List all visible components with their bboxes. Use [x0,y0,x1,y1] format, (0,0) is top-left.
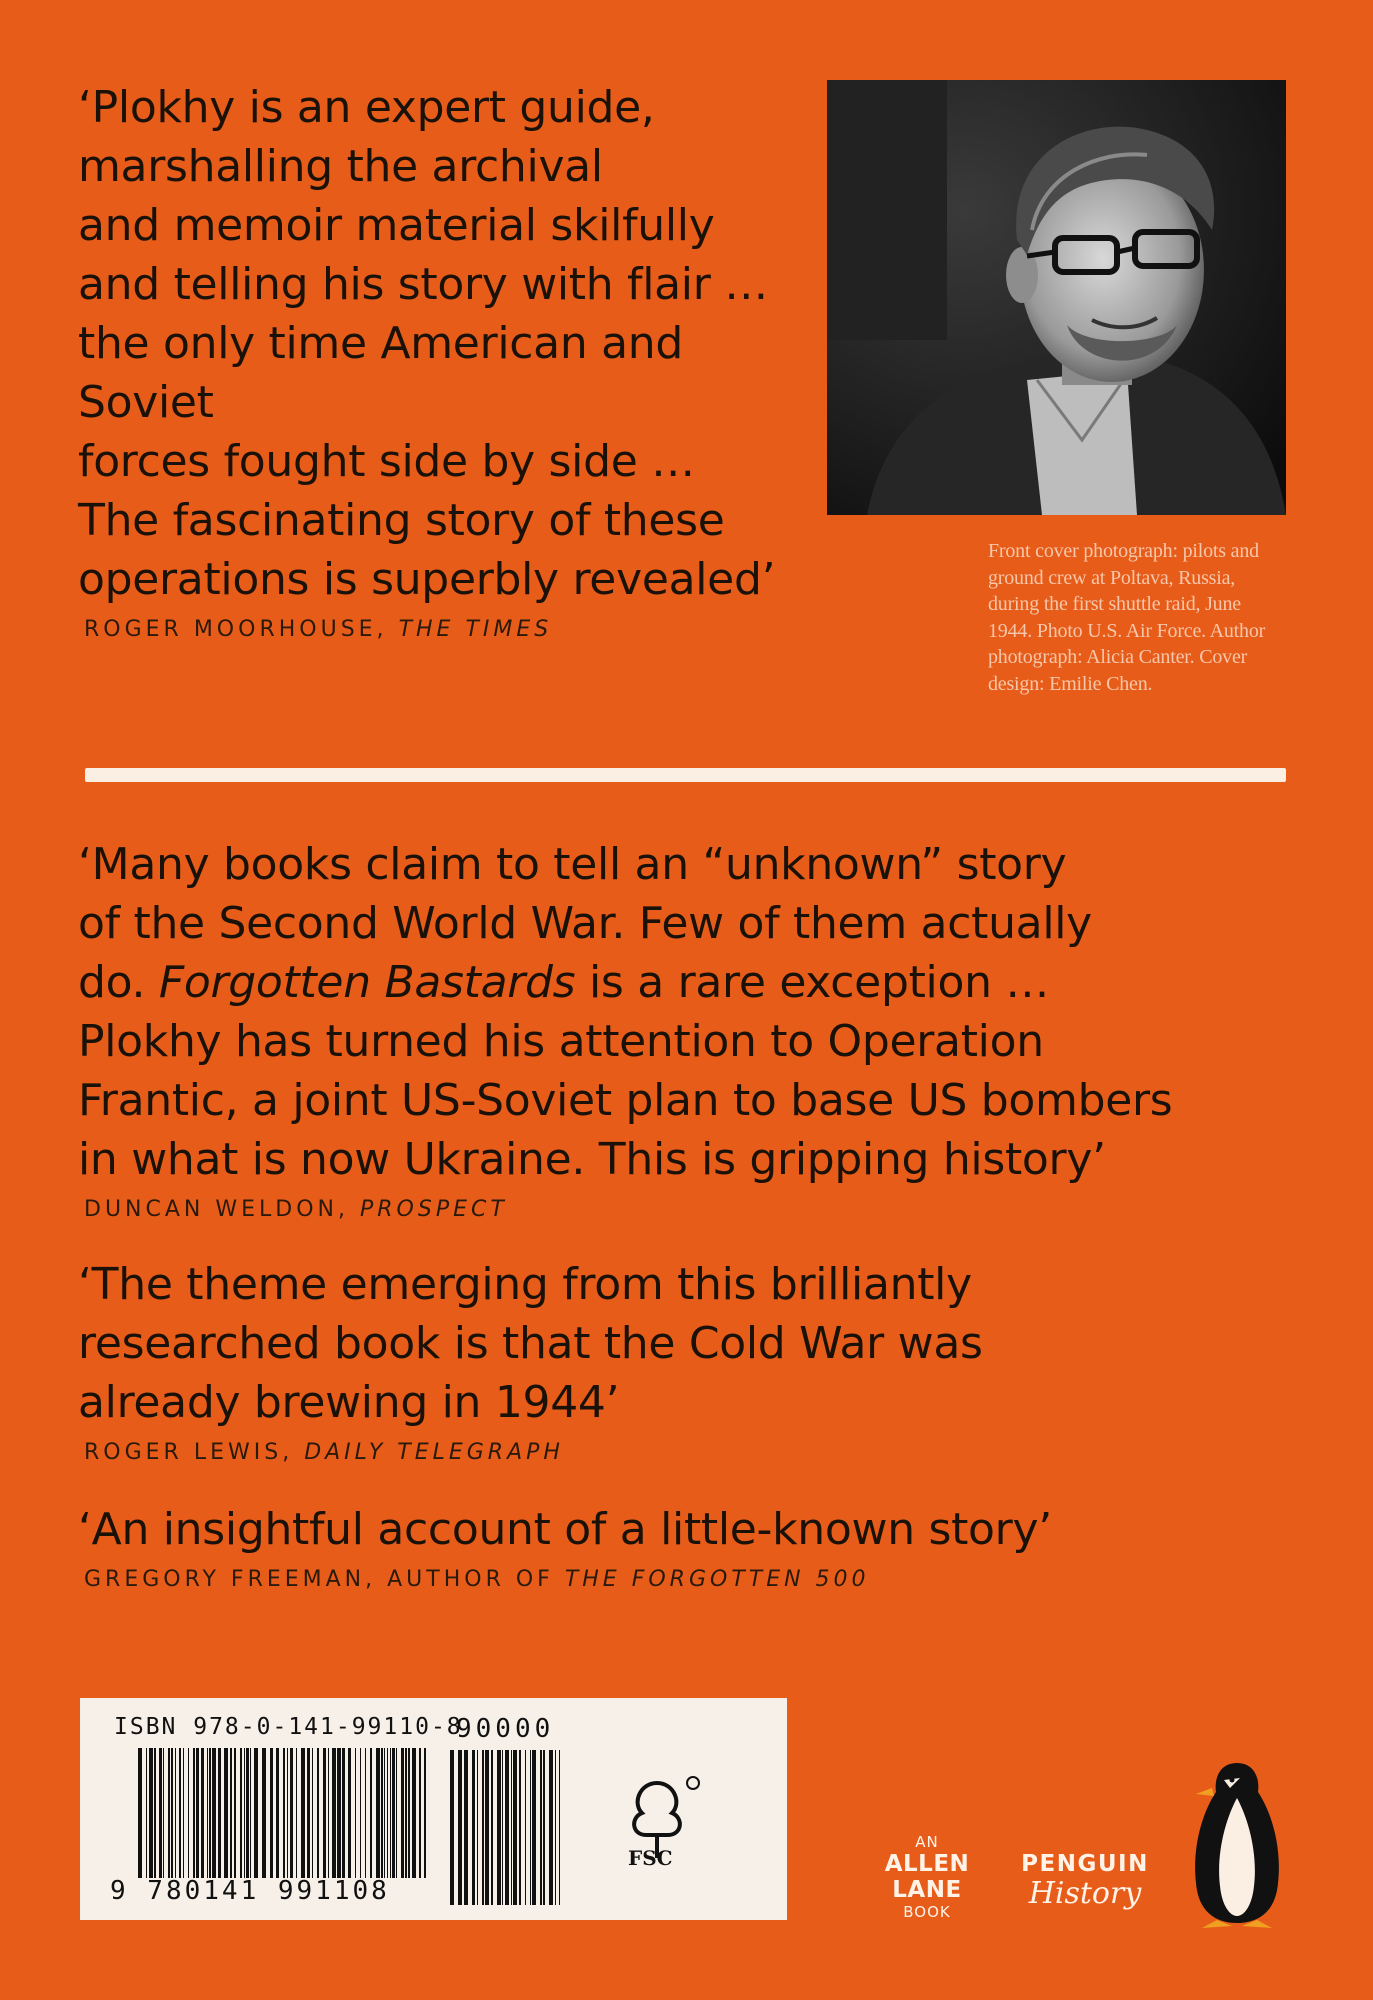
imprint-book: BOOK [903,1903,951,1921]
barcode-bar [549,1750,553,1905]
imprint-lane: LANE [892,1877,962,1903]
quote-1-attribution [78,617,818,642]
barcode-bar [207,1748,208,1878]
quote-3-source: DAILY TELEGRAPH [304,1440,564,1465]
quote-1 [78,78,818,642]
barcode-bar [287,1748,288,1878]
imprint-history: History [1028,1876,1142,1911]
quote-1-text: ‘Plokhy is an expert guide, marshalling the archival and memoir material skilfully and telling his story with flair … the only time American and Soviet forces fought side by side … The fascinating story of these operations is superbly revealed’ [78,82,776,605]
barcode-bars [138,1748,428,1878]
barcode-bar [212,1748,216,1878]
barcode-bar [376,1748,380,1878]
barcode-bar [355,1748,356,1878]
barcode-bar [270,1748,273,1878]
barcode-bar [323,1748,326,1878]
barcode-bar [405,1748,407,1878]
barcode-bar [218,1748,221,1878]
barcode-bar [290,1748,293,1878]
barcode-bar [497,1750,501,1905]
barcode-bar [146,1748,147,1878]
barcode-bar [188,1748,189,1878]
barcode-bar [419,1748,421,1878]
barcode-bar [328,1748,329,1878]
barcode-bar [530,1750,531,1905]
barcode-box [80,1698,787,1920]
barcode-bar [163,1748,164,1878]
barcode-bar [482,1750,484,1905]
barcode-bar [485,1750,489,1905]
fsc-label: FSC [628,1846,673,1870]
barcode-bar [360,1748,361,1878]
barcode-bar [149,1748,153,1878]
quote-4-attribution [78,1567,1278,1592]
quote-2-text-after: is a rare exception … Plokhy has turned his attention to Operation Frantic, a joint US-Soviet plan to base US bombers in what is now Ukraine. This is gripping history’ [78,957,1173,1185]
barcode-bar [511,1750,512,1905]
barcode-bar [240,1748,242,1878]
barcode-bar [175,1748,176,1878]
barcode-bar [458,1750,462,1905]
barcode-bar [348,1748,351,1878]
quote-1-source: THE TIMES [398,617,553,642]
barcode-bar [370,1748,372,1878]
barcode-bar [196,1748,199,1878]
divider [85,768,1286,782]
barcode-bar [408,1748,410,1878]
barcode-bar [312,1748,313,1878]
barcode-bar [525,1750,526,1905]
barcode-addon-bars [450,1750,565,1905]
barcode-bar [337,1748,341,1878]
barcode-bar [472,1750,475,1905]
quote-2-attribution [78,1197,1278,1222]
quote-3 [78,1255,1278,1465]
barcode-bar [168,1748,170,1878]
isbn-label: ISBN 978-0-141-99110-8 [114,1714,463,1740]
barcode-bar [230,1748,232,1878]
barcode-bar [519,1750,521,1905]
quote-2 [78,835,1278,1222]
barcode-bar [296,1748,297,1878]
barcode-bar [555,1750,556,1905]
barcode-bar [234,1748,236,1878]
barcode-bar [450,1750,454,1905]
barcode-bar [332,1748,336,1878]
barcode-bar [224,1748,228,1878]
penguin-logo-icon [1182,1758,1292,1928]
quote-3-author: ROGER LEWIS, [84,1440,294,1465]
quote-2-text [78,835,1278,1189]
barcode-bar [317,1748,319,1878]
barcode-bar [254,1748,258,1878]
barcode-bar [543,1750,545,1905]
barcode-bar [193,1748,195,1878]
barcode-bar [532,1750,536,1905]
barcode-bar [262,1748,266,1878]
quote-1-author: ROGER MOORHOUSE, [84,617,388,642]
barcode-bar [365,1748,366,1878]
barcode-bar [342,1748,345,1878]
barcode-bar [387,1748,388,1878]
quote-2-book-title: Forgotten Bastards [158,957,576,1008]
barcode-bar [301,1748,305,1878]
barcode-bar [477,1750,478,1905]
author-photo [827,80,1286,515]
quote-4-author: GREGORY FREEMAN, AUTHOR OF [84,1567,554,1592]
quote-2-source: PROSPECT [359,1197,508,1222]
barcode-addon-number: 90000 [456,1714,555,1744]
barcode-bar [491,1750,493,1905]
barcode-bar [559,1750,560,1905]
barcode-bar [392,1748,395,1878]
penguin-history-imprint [1010,1851,1160,1911]
quote-4-text: ‘An insightful account of a little-known story’ [78,1504,1052,1555]
quote-3-attribution [78,1440,1278,1465]
barcode-bar [513,1750,517,1905]
quote-2-author: DUNCAN WELDON, [84,1197,349,1222]
barcode-bar [246,1748,249,1878]
barcode-bar [283,1748,285,1878]
barcode-bar [179,1748,181,1878]
imprint-penguin: PENGUIN [1021,1851,1149,1877]
barcode-bar [502,1750,503,1905]
barcode-bar [276,1748,279,1878]
allen-lane-imprint [872,1833,982,1921]
barcode-bar [154,1748,156,1878]
barcode-bar [250,1748,251,1878]
imprint-an: AN [915,1833,939,1851]
quote-2-text-before: ‘Many books claim to tell an “unknown” story of the Second World War. Few of them actually do. [78,839,1092,1008]
barcode-bar [244,1748,245,1878]
barcode-bar [505,1750,509,1905]
barcode-bar [540,1750,542,1905]
barcode-bar [183,1748,184,1878]
barcode-bar [396,1748,397,1878]
barcode-digits: 9 780141 991108 [110,1876,390,1906]
barcode-bar [412,1748,416,1878]
barcode-bar [424,1748,426,1878]
barcode-bar [307,1748,310,1878]
cover-credits: Front cover photograph: pilots and ground crew at Poltava, Russia, during the first shuttle raid, June 1944. Photo U.S. Air Force. Author photograph: Alicia Canter. Cover design: Emilie Chen. [988,540,1266,695]
quote-4-source: THE FORGOTTEN 500 [564,1567,870,1592]
imprint-allen: ALLEN [884,1851,970,1877]
barcode-bar [464,1750,468,1905]
barcode-bar [390,1748,391,1878]
barcode-bar [201,1748,204,1878]
barcode-bar [209,1748,211,1878]
barcode-bar [138,1748,142,1878]
quote-3-text: ‘The theme emerging from this brilliantly researched book is that the Cold War was already brewing in 1944’ [78,1259,983,1428]
barcode-bar [159,1748,162,1878]
barcode-bar [171,1748,173,1878]
quote-4 [78,1500,1278,1592]
barcode-bar [401,1748,404,1878]
barcode-bar [384,1748,385,1878]
barcode-bar [381,1748,383,1878]
